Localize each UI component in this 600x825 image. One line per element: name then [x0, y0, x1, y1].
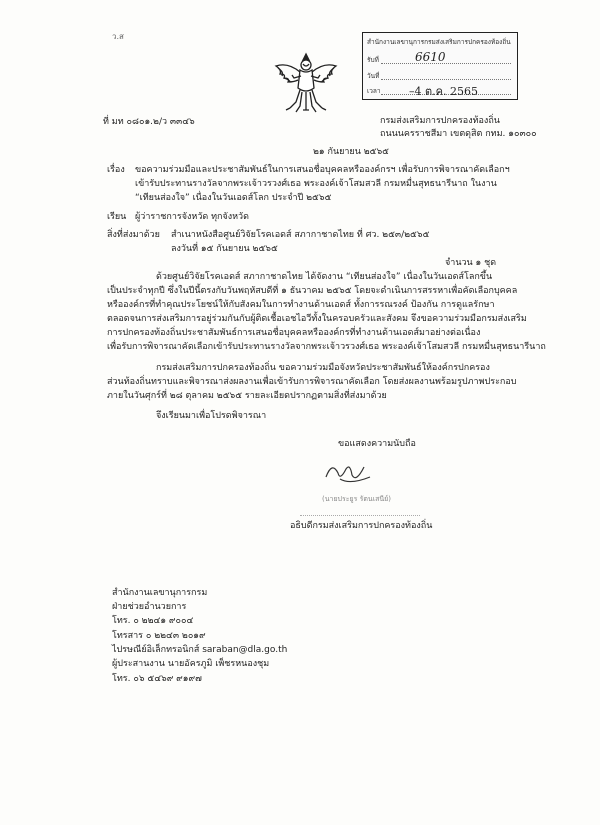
- body-paragraph-1-line: การปกครองท้องถิ่นประชาสัมพันธ์การเสนอชื่อบุคคลหรือองค์กรที่ทำงานด้านเอดส์มาอย่างต่อเนื่อง: [107, 328, 481, 338]
- handwritten-note: ว.ส: [112, 32, 124, 41]
- footer-email: ไปรษณีย์อิเล็กทรอนิกส์ saraban@dla.go.th: [112, 645, 288, 655]
- attachment-label: สิ่งที่ส่งมาด้วย: [107, 230, 160, 240]
- document-date: ๒๑ กันยายน ๒๕๖๕: [313, 147, 389, 157]
- body-paragraph-2-line: ภายในวันศุกร์ที่ ๒๘ ตุลาคม ๒๕๖๕ รายละเอียดปรากฏตามสิ่งที่ส่งมาด้วย: [107, 391, 387, 401]
- signature-dotted-line: [300, 515, 420, 516]
- garuda-emblem-icon: [270, 48, 342, 120]
- reference-number: ที่ มท ๐๘๐๑.๒/ว ๓๓๔๖: [103, 117, 195, 127]
- subject-line-2: เข้ารับประทานรางวัลจากพระเจ้าวรวงศ์เธอ พระองค์เจ้าโสมสวลี กรมหมื่นสุทธนารีนาถ ในงาน: [135, 179, 497, 189]
- signatory-name: (นายประยูร รัตนเสนีย์): [322, 495, 391, 503]
- department-name: กรมส่งเสริมการปกครองท้องถิ่น: [380, 116, 500, 126]
- subject-label: เรื่อง: [107, 165, 125, 175]
- footer-division: ฝ่ายช่วยอำนวยการ: [112, 602, 187, 612]
- recipient-value: ผู้ว่าราชการจังหวัด ทุกจังหวัด: [135, 212, 249, 222]
- stamp-time-label: เวลา: [367, 87, 381, 95]
- body-paragraph-1-line: เป็นประจำทุกปี ซึ่งในปีนี้ตรงกับวันพฤหัสบดีที่ ๑ ธันวาคม ๒๕๖๕ โดยจะดำเนินการสรรหาเพื่อคัดเลือกบุคคล: [107, 286, 518, 296]
- stamp-received-no: 6610: [415, 50, 446, 64]
- body-paragraph-1-line: ด้วยศูนย์วิจัยโรคเอดส์ สภากาชาดไทย ได้จัดงาน “เทียนส่องใจ” เนื่องในวันเอดส์โลกขึ้น: [156, 272, 493, 282]
- body-paragraph-1-line: เพื่อรับการพิจารณาคัดเลือกเข้ารับประทานรางวัลจากพระเจ้าวรวงศ์เธอ พระองค์เจ้าโสมสวลี กรมหมื่นสุทธนารีนาถ: [107, 342, 546, 352]
- signatory-position: อธิบดีกรมส่งเสริมการปกครองท้องถิ่น: [290, 521, 433, 531]
- footer-office: สำนักงานเลขานุการกรม: [112, 588, 208, 598]
- recipient-label: เรียน: [107, 212, 127, 222]
- stamp-received-no-label: รับที่: [367, 56, 379, 64]
- stamp-date-label: วันที่: [367, 72, 380, 80]
- signature-closing: ขอแสดงความนับถือ: [338, 439, 416, 449]
- stamp-office-label: สำนักงานเลขานุการกรมส่งเสริมการปกครองท้องถิ่น: [367, 38, 511, 46]
- footer-phone: โทร. ๐ ๒๒๔๑ ๙๐๐๔: [112, 616, 194, 626]
- attachment-count: จำนวน ๑ ชุด: [445, 258, 497, 268]
- footer-coordinator-phone: โทร. ๐๖ ๕๔๖๙ ๙๑๙๗: [112, 674, 202, 684]
- body-paragraph-2-line: ส่วนท้องถิ่นทราบและพิจารณาส่งผลงานเพื่อเข้ารับการพิจารณาคัดเลือก โดยส่งผลงานพร้อมรูปภาพประกอบ: [107, 377, 517, 387]
- body-paragraph-1-line: หรือองค์กรที่ทำคุณประโยชน์ให้กับสังคมในการทำงานด้านเอดส์ ทั้งการรณรงค์ ป้องกัน การดูแลรักษา: [107, 300, 495, 310]
- footer-fax: โทรสาร ๐ ๒๒๔๓ ๒๐๑๙: [112, 631, 206, 641]
- subject-line-1: ขอความร่วมมือและประชาสัมพันธ์ในการเสนอชื่อบุคคลหรือองค์กรฯ เพื่อรับการพิจารณาคัดเลือกฯ: [135, 165, 510, 175]
- body-paragraph-2-line: กรมส่งเสริมการปกครองท้องถิ่น ขอความร่วมมือจังหวัดประชาสัมพันธ์ให้องค์กรปกครอง: [156, 363, 490, 373]
- body-paragraph-1-line: ตลอดจนการส่งเสริมการอยู่ร่วมกันกับผู้ติดเชื้อเอชไอวีทั้งในครอบครัวและสังคม จึงขอความร่วมมือกรมส่งเสริม: [107, 314, 527, 324]
- closing-line: จึงเรียนมาเพื่อโปรดพิจารณา: [156, 411, 267, 421]
- subject-line-3: “เทียนส่องใจ” เนื่องในวันเอดส์โลก ประจำปี ๒๕๖๕: [135, 193, 332, 203]
- receipt-stamp: [362, 32, 518, 100]
- signature-image: [320, 455, 380, 489]
- attachment-line-1: สำเนาหนังสือศูนย์วิจัยโรคเอดส์ สภากาชาดไทย ที่ ศว. ๒๕๓/๒๕๖๕: [171, 230, 430, 240]
- stamp-time-value: –4 ต.ค. 2565: [409, 85, 478, 98]
- footer-coordinator: ผู้ประสานงาน นายอัครภูมิ เพ็ชรหนองชุม: [112, 659, 270, 669]
- attachment-line-2: ลงวันที่ ๑๕ กันยายน ๒๕๖๕: [171, 244, 278, 254]
- department-address: ถนนนครราชสีมา เขตดุสิต กทม. ๑๐๓๐๐: [380, 129, 537, 139]
